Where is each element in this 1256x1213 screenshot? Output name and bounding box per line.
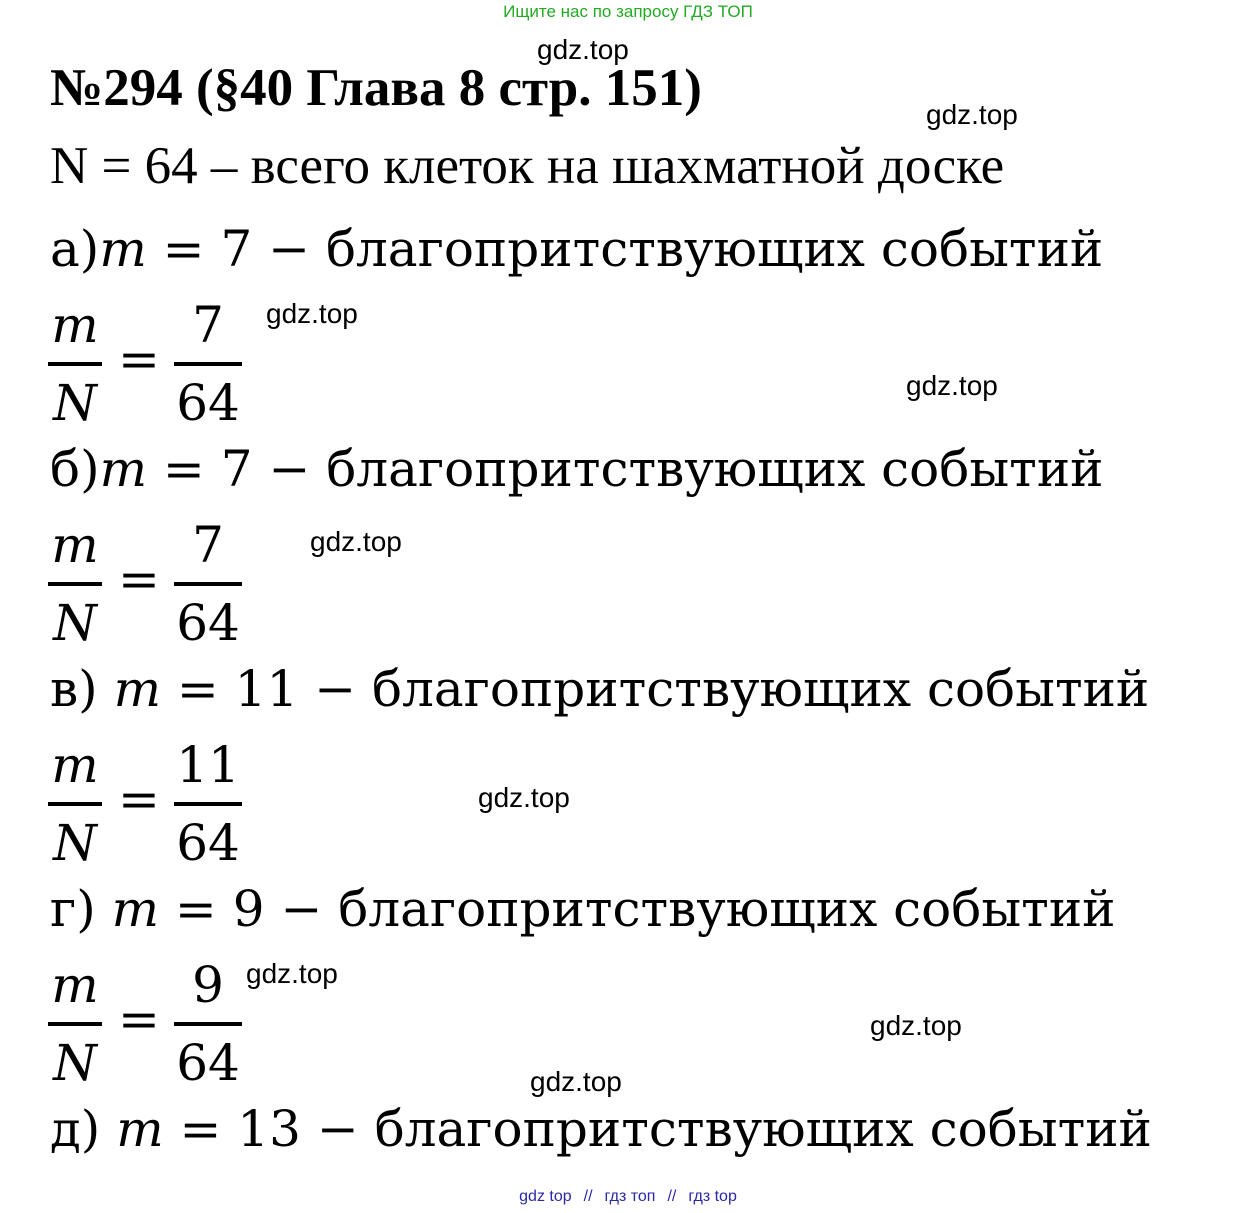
fraction-denominator: 64: [176, 374, 240, 432]
fraction-denominator: N: [53, 374, 97, 432]
fraction-bar: [174, 1022, 242, 1026]
fraction-bar: [48, 1022, 102, 1026]
footer-separator: //: [667, 1188, 677, 1205]
item-desc: − благопритствующих событий: [268, 440, 1104, 498]
equals-sign: =: [118, 330, 160, 388]
fraction-denominator: N: [53, 594, 97, 652]
watermark: gdz.top: [906, 370, 998, 401]
fraction-numerator: 11: [176, 736, 240, 794]
watermark: gdz.top: [530, 1066, 622, 1097]
item-v-line: в) m = 11 − благопритствующих событий: [50, 660, 1150, 718]
footer-link[interactable]: gdz top: [519, 1188, 572, 1205]
fraction-m-over-n: [48, 730, 102, 890]
fraction-m-over-n: [48, 290, 102, 450]
fraction-bar: [174, 362, 242, 366]
fraction-denominator: 64: [176, 594, 240, 652]
fraction-bar: [48, 582, 102, 586]
item-var: m: [116, 1100, 164, 1158]
footer-link[interactable]: гдз топ: [604, 1188, 656, 1205]
fraction-bar: [48, 362, 102, 366]
fraction-numerator: 7: [192, 296, 224, 354]
watermark: gdz.top: [478, 782, 570, 813]
item-value: 9: [232, 880, 265, 938]
watermark: gdz.top: [266, 298, 358, 329]
fraction-m-over-n: [48, 950, 102, 1110]
fraction-denominator: 64: [176, 1034, 240, 1092]
item-b-line: б)m = 7 − благопритствующих событий: [50, 440, 1104, 498]
item-value: 7: [220, 220, 253, 278]
equals-sign: =: [118, 770, 160, 828]
item-a-line: а)m = 7 − благопритствующих событий: [50, 220, 1104, 278]
fraction-numerator: m: [51, 736, 99, 794]
item-var: m: [111, 880, 160, 938]
item-var: m: [99, 440, 148, 498]
footer-separator: //: [583, 1188, 593, 1205]
item-prefix: г): [50, 880, 112, 938]
fraction-bar: [174, 802, 242, 806]
fraction-numerator: 7: [192, 516, 224, 574]
watermark: gdz.top: [537, 34, 629, 65]
item-var: m: [99, 220, 147, 278]
fraction-numerator: m: [51, 956, 99, 1014]
item-value: 7: [220, 440, 253, 498]
fraction-bar: [48, 802, 102, 806]
top-banner[interactable]: Ищите нас по запросу ГДЗ ТОП: [503, 2, 753, 21]
fraction-numerator: m: [51, 296, 99, 354]
fraction-numerator: m: [51, 516, 99, 574]
intro-line: N = 64 – всего клеток на шахматной доске: [50, 137, 1005, 195]
item-value: 13: [237, 1100, 301, 1158]
watermark: gdz.top: [926, 99, 1018, 130]
item-v-fraction: [48, 730, 288, 890]
fraction-value: [174, 730, 242, 890]
footer-link[interactable]: гдз top: [688, 1188, 737, 1205]
item-prefix: в): [50, 660, 114, 718]
item-d-line: д) m = 13 − благопритствующих событий: [50, 1100, 1152, 1158]
item-desc: − благопритствующих событий: [316, 1100, 1152, 1158]
item-desc: − благопритствующих событий: [314, 660, 1150, 718]
item-desc: − благопритствующих событий: [280, 880, 1116, 938]
fraction-numerator: 9: [192, 956, 224, 1014]
watermark: gdz.top: [870, 1010, 962, 1041]
fraction-value: [174, 950, 242, 1110]
fraction-denominator: N: [53, 814, 97, 872]
item-a-fraction: [48, 290, 288, 450]
footer-links: [0, 1188, 1256, 1206]
fraction-m-over-n: [48, 510, 102, 670]
item-prefix: б): [50, 440, 100, 498]
item-desc: − благопритствующих событий: [268, 220, 1104, 278]
fraction-denominator: 64: [176, 814, 240, 872]
item-value: 11: [234, 660, 299, 718]
fraction-bar: [174, 582, 242, 586]
item-prefix: а): [50, 220, 100, 278]
item-g-line: г) m = 9 − благопритствующих событий: [50, 880, 1116, 938]
fraction-denominator: N: [53, 1034, 97, 1092]
item-var: m: [113, 660, 161, 718]
item-prefix: д): [50, 1100, 117, 1158]
equals-sign: =: [118, 550, 160, 608]
item-b-fraction: [48, 510, 288, 670]
fraction-value: [174, 510, 242, 670]
watermark: gdz.top: [310, 526, 402, 557]
page-title: №294 (§40 Глава 8 стр. 151): [50, 59, 702, 117]
watermark: gdz.top: [246, 958, 338, 989]
fraction-value: [174, 290, 242, 450]
equals-sign: =: [118, 990, 160, 1048]
